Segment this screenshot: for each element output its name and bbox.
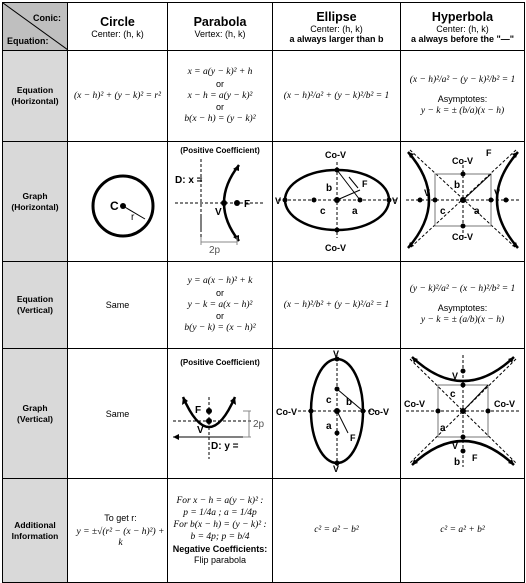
focus-label: F (195, 404, 202, 416)
circle-same-graph: Same (68, 349, 168, 479)
row-equation-vertical (3, 262, 525, 349)
column-header-hyperbola (401, 3, 525, 51)
ellipse-graph-vertical (273, 349, 401, 479)
column-subtitle: Vertex: (h, k) (194, 28, 246, 39)
column-note: a always before the "—" (410, 33, 515, 44)
c-label: c (319, 206, 326, 217)
vertex-label: V (215, 206, 222, 218)
positive-coefficient-label: (Positive Coefficient) (180, 145, 260, 155)
f-label: F (485, 148, 491, 158)
v-top-label: V (451, 371, 458, 381)
parabola-eq-3: b(y − k) = (x − h)² (184, 322, 256, 333)
co-v-bottom-label: Co-V (451, 232, 473, 242)
parabola-additional (168, 479, 273, 583)
column-title: Ellipse (316, 9, 357, 24)
ellipse-horizontal-diagram (274, 142, 400, 256)
c-label: c (439, 206, 446, 217)
circle-additional (68, 479, 168, 583)
width-label: 2p (253, 418, 265, 430)
hyperbola-graph-horizontal (401, 142, 525, 262)
column-subtitle: Center: (h, k) (91, 28, 144, 39)
to-get-r-label: To get r: (104, 512, 137, 523)
column-subtitle: Center: (h, k) (436, 23, 489, 34)
parabola-eq-1: y = a(x − h)² + k (187, 276, 253, 287)
directrix-label: D: x = (175, 174, 203, 186)
a-label: a (473, 206, 480, 217)
or-text: or (215, 311, 224, 322)
width-label: 2p (209, 244, 221, 255)
asymptotes-label: Asymptotes: (437, 94, 488, 105)
v-left-label: V (274, 196, 281, 206)
co-v-right-label: Co-V (367, 407, 389, 417)
hyperbola-vertical-diagram (402, 349, 524, 473)
column-title: Hyperbola (431, 9, 494, 24)
v-left-label: V (423, 188, 430, 198)
conics-table (2, 2, 525, 583)
asymptote-eq: y − k = ± (b/a)(x − h) (420, 105, 505, 116)
circle-graph (68, 142, 168, 262)
ellipse-vertical-diagram (274, 349, 400, 473)
p-formula-1: p = 1/4a ; a = 1/4p (183, 508, 257, 519)
r-formula: y = ±√(r² − (x − h)²) + k (76, 526, 165, 548)
p-formula-2: b = 4p; p = b/4 (190, 531, 250, 542)
parabola-equations-vertical (168, 262, 273, 349)
parabola-vertical-diagram (169, 367, 271, 467)
header-corner (3, 3, 68, 51)
circle-equation: (x − h)² + (y − k)² = r² (68, 51, 168, 142)
f-label: F (361, 179, 367, 189)
column-title: Parabola (193, 14, 247, 29)
parabola-graph-vertical (168, 349, 273, 479)
co-v-bottom-label: Co-V (324, 243, 346, 253)
v-right-label: V (391, 196, 398, 206)
hyperbola-eq: (x − h)²/a² − (y − k)²/b² = 1 (409, 75, 516, 86)
b-label: b (325, 183, 332, 194)
negative-coefficients-text: Flip parabola (193, 554, 247, 565)
hyperbola-equation-vertical (401, 262, 525, 349)
b-label: b (453, 457, 460, 468)
co-v-top-label: Co-V (451, 156, 473, 166)
v-top-label: V (332, 349, 339, 359)
a-label: a (439, 423, 446, 434)
b-label: b (345, 397, 352, 408)
parabola-eq-3: b(x − h) = (y − k)² (184, 113, 256, 124)
row-graph-vertical (3, 349, 525, 479)
radius-label: r (130, 212, 134, 223)
row-additional-information (3, 479, 525, 583)
parabola-eq-1: x = a(y − k)² + h (187, 67, 253, 78)
column-subtitle: Center: (h, k) (310, 23, 363, 34)
ellipse-equation-horizontal: (x − h)²/a² + (y − k)²/b² = 1 (273, 51, 401, 142)
hyperbola-graph-vertical (401, 349, 525, 479)
for-eq-2: For b(x − h) = (y − k)² : (173, 520, 267, 530)
co-v-left-label: Co-V (403, 399, 425, 409)
negative-coefficients-title: Negative Coefficients: (172, 543, 268, 554)
hyperbola-equation-horizontal (401, 51, 525, 142)
hyperbola-eq: (y − k)²/a² − (x − h)²/b² = 1 (409, 284, 516, 295)
positive-coefficient-label: (Positive Coefficient) (180, 357, 260, 367)
asymptote-eq: y − k = ± (a/b)(x − h) (420, 314, 505, 325)
equation-label: Equation: (7, 36, 49, 46)
parabola-eq-2: x − h = a(y − k)² (187, 90, 253, 101)
for-eq-1: For x − h = a(y − k)² : (176, 496, 264, 507)
c-label: c (325, 395, 332, 406)
hyperbola-additional: c² = a² + b² (401, 479, 525, 583)
f-label: F (471, 453, 477, 463)
directrix-label: D: y = (211, 440, 239, 452)
row-header: Equation (Vertical) (3, 262, 68, 349)
ellipse-additional: c² = a² − b² (273, 479, 401, 583)
row-equation-horizontal (3, 51, 525, 142)
column-header-ellipse (273, 3, 401, 51)
f-label: F (349, 433, 355, 443)
parabola-horizontal-diagram (169, 155, 271, 255)
row-header: Equation (Horizontal) (3, 51, 68, 142)
row-graph-horizontal (3, 142, 525, 262)
parabola-graph-horizontal (168, 142, 273, 262)
circle-diagram (69, 144, 167, 254)
conic-label: Conic: (33, 13, 61, 23)
vertex-label: V (197, 424, 204, 436)
focus-label: F (244, 198, 251, 210)
v-bottom-label: V (451, 441, 458, 451)
v-bottom-label: V (332, 464, 339, 473)
a-label: a (351, 206, 358, 217)
ellipse-graph-horizontal (273, 142, 401, 262)
row-header: Additional Information (3, 479, 68, 583)
a-label: a (325, 421, 332, 432)
parabola-eq-2: y − k = a(x − h)² (187, 299, 253, 310)
co-v-top-label: Co-V (324, 150, 346, 160)
column-note: a always larger than b (289, 33, 384, 44)
column-header-parabola (168, 3, 273, 51)
co-v-right-label: Co-V (493, 399, 515, 409)
row-header: Graph (Vertical) (3, 349, 68, 479)
or-text: or (215, 288, 224, 299)
ellipse-equation-vertical: (x − h)²/b² + (y − k)²/a² = 1 (273, 262, 401, 349)
or-text: or (215, 79, 224, 90)
parabola-equations-horizontal (168, 51, 273, 142)
b-label: b (453, 180, 460, 191)
column-title: Circle (100, 14, 135, 29)
row-header: Graph (Horizontal) (3, 142, 68, 262)
asymptotes-label: Asymptotes: (437, 303, 488, 314)
hyperbola-horizontal-diagram (402, 142, 524, 256)
circle-same-equation: Same (68, 262, 168, 349)
center-label: C (109, 199, 119, 213)
or-text: or (215, 102, 224, 113)
v-right-label: V (493, 188, 500, 198)
co-v-left-label: Co-V (275, 407, 297, 417)
header-row (3, 3, 525, 51)
column-header-circle (68, 3, 168, 51)
c-label: c (449, 389, 456, 400)
